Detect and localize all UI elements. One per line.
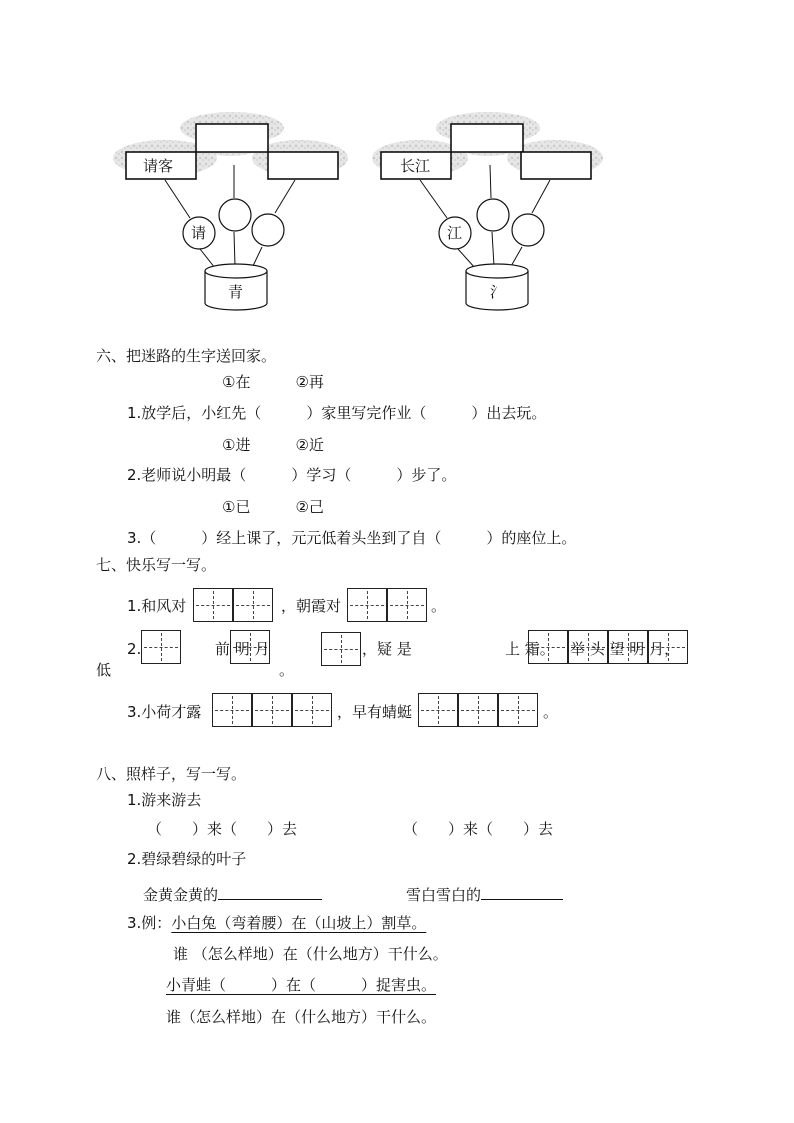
q3-options: ①已 ②己 bbox=[222, 498, 324, 516]
q1-text: 1.放学后，小红先（ ）家里写完作业（ ）出去玩。 bbox=[127, 404, 547, 422]
writing-cell[interactable] bbox=[292, 693, 332, 727]
char-circle-blank[interactable] bbox=[512, 214, 544, 246]
l1-a: 1.和风对 bbox=[127, 597, 187, 615]
s8-q3-pattern2: 谁（怎么样地）在（什么地方）干什么。 bbox=[166, 1008, 437, 1026]
section7-title: 七、快乐写一写。 bbox=[96, 556, 217, 574]
writing-cell[interactable] bbox=[141, 630, 181, 664]
l3-b: ，早有蜻蜓 bbox=[337, 703, 413, 721]
writing-cell[interactable] bbox=[498, 693, 538, 727]
l2-e: 低 bbox=[96, 661, 112, 679]
s8-q3-line bbox=[127, 914, 426, 932]
s8-q1-blank-b[interactable]: （ ）来（ ）去 bbox=[403, 820, 554, 838]
word-box-blank[interactable] bbox=[268, 152, 338, 179]
writing-cell[interactable] bbox=[212, 693, 252, 727]
word-box-blank[interactable] bbox=[521, 152, 591, 179]
l2-f: 。 bbox=[279, 661, 295, 679]
l2-num: 2. bbox=[127, 640, 142, 658]
l3-a: 3.小荷才露 bbox=[127, 703, 202, 721]
l1-c: 。 bbox=[431, 597, 447, 615]
l2-b: ，疑 是 bbox=[362, 640, 412, 658]
writing-cell[interactable] bbox=[347, 588, 387, 622]
left-base-char: 青 bbox=[228, 283, 244, 301]
s8-q1-label: 1.游来游去 bbox=[127, 791, 202, 809]
s8-q3-prefix: 3.例： bbox=[127, 914, 172, 932]
l2-a: 前 明 月 bbox=[215, 640, 270, 658]
diagram-right bbox=[372, 112, 603, 310]
left-word: 请客 bbox=[143, 157, 174, 175]
s8-q3-pattern1: 谁 （怎么样地）在（什么地方）干什么。 bbox=[173, 945, 448, 963]
l2-c: 上 霜。 bbox=[505, 640, 555, 658]
l1-b: ，朝霞对 bbox=[281, 597, 342, 615]
s8-q2-b-text: 雪白雪白的 bbox=[406, 886, 482, 904]
word-tree-diagrams bbox=[0, 0, 794, 330]
left-circle-char: 请 bbox=[191, 224, 207, 242]
section8-title: 八、照样子，写一写。 bbox=[96, 765, 247, 783]
writing-cell[interactable] bbox=[387, 588, 427, 622]
q2-options: ①进 ②近 bbox=[222, 436, 324, 454]
s8-q2-a bbox=[143, 883, 322, 904]
s8-q2-b-blank[interactable] bbox=[481, 883, 563, 900]
l2-d: 举 头 望 明 月， bbox=[570, 640, 680, 658]
s8-q3-example: 小白兔（弯着腰）在（山坡上）割草。 bbox=[171, 914, 427, 932]
char-circle-blank[interactable] bbox=[477, 199, 509, 231]
right-base-char: 氵 bbox=[490, 283, 506, 301]
s8-q2-b bbox=[406, 883, 563, 904]
l3-c: 。 bbox=[543, 703, 559, 721]
q1-options: ①在 ②再 bbox=[222, 373, 324, 391]
right-circle-char: 江 bbox=[447, 224, 463, 242]
q2-text: 2.老师说小明最（ ）学习（ ）步了。 bbox=[127, 466, 457, 484]
cylinder-top bbox=[205, 264, 267, 278]
s8-q2-a-text: 金黄金黄的 bbox=[143, 886, 219, 904]
char-circle-blank[interactable] bbox=[219, 199, 251, 231]
s8-q1-blank-a[interactable]: （ ）来（ ）去 bbox=[147, 820, 298, 838]
writing-cell[interactable] bbox=[193, 588, 233, 622]
word-box-blank[interactable] bbox=[196, 124, 268, 152]
s8-q2-a-blank[interactable] bbox=[218, 883, 322, 900]
writing-cell[interactable] bbox=[458, 693, 498, 727]
writing-cell[interactable] bbox=[321, 632, 361, 666]
char-circle-blank[interactable] bbox=[252, 214, 284, 246]
right-word: 长江 bbox=[400, 157, 431, 175]
q3-text: 3.（ ）经上课了，元元低着头坐到了自（ ）的座位上。 bbox=[127, 529, 577, 547]
cylinder-top bbox=[466, 264, 528, 278]
writing-cell[interactable] bbox=[528, 630, 568, 664]
writing-cell[interactable] bbox=[418, 693, 458, 727]
s8-q2-label: 2.碧绿碧绿的叶子 bbox=[127, 850, 247, 868]
word-box-blank[interactable] bbox=[451, 124, 523, 152]
writing-cell[interactable] bbox=[252, 693, 292, 727]
s8-q3-exercise[interactable]: 小青蛙（ ）在（ ）捉害虫。 bbox=[166, 976, 437, 994]
section6-title: 六、把迷路的生字送回家。 bbox=[96, 347, 277, 365]
diagram-left bbox=[113, 112, 348, 310]
writing-cell[interactable] bbox=[233, 588, 273, 622]
